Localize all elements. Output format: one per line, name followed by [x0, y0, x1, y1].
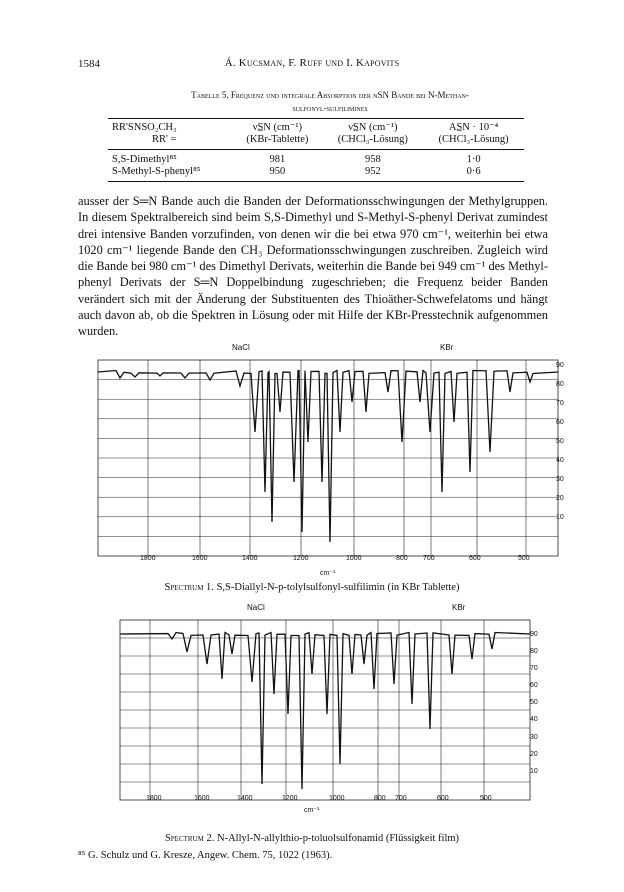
x-tick: 500	[480, 795, 492, 802]
row-a: 0·6	[423, 166, 524, 182]
y-tick: 40	[530, 716, 538, 723]
col1-head1: RR'SNSO₂CH₃	[108, 119, 232, 135]
col4-head2: (CHCl₃-Lösung)	[423, 134, 524, 150]
y-tick: 50	[556, 438, 564, 445]
y-tick: 50	[530, 699, 538, 706]
footnote-text: G. Schulz und G. Kresze, Angew. Chem. 75, 1022 (1963).	[87, 850, 333, 861]
col3-head1: νS̲N (cm⁻¹)	[322, 119, 423, 135]
row-name: S,S-Dimethyl⁸⁵	[112, 154, 177, 165]
x-tick: 800	[374, 795, 386, 802]
y-tick: 70	[530, 665, 538, 672]
spectrum2-plot	[112, 612, 582, 812]
x-tick: 1600	[194, 795, 210, 802]
y-tick: 20	[530, 751, 538, 758]
spectrum1-y-axis	[556, 362, 580, 552]
col2-head1: νS̲N (cm⁻¹)	[232, 119, 322, 135]
y-tick: 90	[530, 631, 538, 638]
x-tick: 1800	[146, 795, 162, 802]
spectrum1-caption-text: S,S-Diallyl-N-p-tolylsulfonyl-sulfilimin (in KBr Tablette)	[216, 582, 460, 593]
y-tick: 60	[556, 419, 564, 426]
y-tick: 30	[556, 476, 564, 483]
y-tick: 20	[556, 495, 564, 502]
x-tick: 600	[437, 795, 449, 802]
table-row	[108, 166, 524, 182]
table-caption	[110, 89, 550, 115]
x-tick: 800	[396, 555, 408, 562]
table-5	[108, 118, 524, 182]
x-tick: 1200	[282, 795, 298, 802]
x-tick: 1400	[242, 555, 258, 562]
spectrum2-y-axis	[530, 631, 554, 781]
x-tick: 1400	[237, 795, 253, 802]
spectrum1-nacl-label: NaCl	[232, 343, 250, 352]
x-tick: 1000	[346, 555, 362, 562]
x-tick: 1800	[140, 555, 156, 562]
spectrum2-x-unit: cm⁻¹	[304, 807, 320, 814]
spectrum1-x-unit: cm⁻¹	[320, 570, 336, 577]
footnote	[78, 850, 332, 861]
col3-head2: (CHCl₃-Lösung)	[322, 134, 423, 150]
body-paragraph	[78, 193, 548, 340]
spectrum1-kbr-label: KBr	[440, 343, 454, 352]
y-tick: 30	[530, 734, 538, 741]
x-tick: 600	[469, 555, 481, 562]
spectrum1-caption-prefix: Spectrum 1.	[164, 582, 214, 593]
row-kbr: 950	[232, 166, 322, 182]
spectrum2-caption-prefix: Spectrum 2.	[164, 833, 215, 844]
row-chcl3: 952	[322, 166, 423, 182]
page-number: 1584	[78, 58, 100, 70]
running-head: Á. Kucsman, F. Ruff und I. Kapovits	[224, 57, 400, 69]
spectrum1-plot	[90, 352, 580, 570]
col4-head1: AS̲N · 10⁻⁴	[423, 119, 524, 135]
spectrum2-caption	[0, 833, 624, 844]
col2-head2: (KBr-Tablette)	[232, 134, 322, 150]
spectrum2-kbr-label: KBr	[452, 603, 466, 612]
spectrum2-nacl-label: NaCl	[247, 603, 265, 612]
col1-head2: RR' =	[108, 134, 232, 150]
y-tick: 90	[556, 362, 564, 369]
y-tick: 40	[556, 457, 564, 464]
x-tick: 1200	[293, 555, 309, 562]
table-caption-line1: Tabelle 5. Frequenz und integrale Absorption der νSN Bande bei N-Methan-	[191, 90, 469, 100]
table-row	[108, 150, 524, 167]
spectrum1-caption	[0, 582, 624, 593]
y-tick: 70	[556, 400, 564, 407]
spectrum2-caption-text: N-Allyl-N-allylthio-p-toluolsulfonamid (Flüssigkeit film)	[216, 833, 460, 844]
table-caption-line2: sulfonyl-sulfilimines	[292, 103, 368, 113]
footnote-marker: ⁸⁵	[78, 850, 86, 861]
body-text: ausser der S═N Bande auch die Banden der Deformationsschwingungen der Methylgruppen. In diesem Spektralbereich sind beim S,S-Dimethyl und S-Methyl-S-phenyl Derivat zumindest drei intensive Banden vorzufinden, von denen wir die bei etwa 970 cm⁻¹, weiterhin bei etwa 1020 cm⁻¹ liegende Bande den CH₃ Deformationsschwingungen zuschreiben. Zugleich wird die Bande bei 980 cm⁻¹ des Dimethyl Derivats, weiterhin die Bande bei 949 cm⁻¹ des Methyl-phenyl Derivats der S═N Doppelbindung zugeschrieben; die Frequenz beider Banden verändert sich mit der Änderung der Substituenten des Thioäther-Schwefelatoms und hängt auch davon ab, ob die Spektren in Lösung oder mit Hilfe der KBr-Presstechnik aufgenommen wurden.	[78, 194, 548, 339]
x-tick: 700	[423, 555, 435, 562]
x-tick: 1000	[329, 795, 345, 802]
spectrum2-x-axis	[112, 795, 532, 805]
y-tick: 80	[556, 381, 564, 388]
spectrum1-x-axis	[90, 555, 560, 565]
row-chcl3: 958	[364, 154, 381, 165]
y-tick: 10	[530, 768, 538, 775]
row-name: S-Methyl-S-phenyl⁸⁵	[108, 166, 232, 182]
y-tick: 10	[556, 514, 564, 521]
row-kbr: 981	[269, 154, 286, 165]
x-tick: 700	[395, 795, 407, 802]
spectrum1-trace	[98, 371, 558, 542]
x-tick: 500	[518, 555, 530, 562]
y-tick: 80	[530, 648, 538, 655]
x-tick: 1600	[192, 555, 208, 562]
y-tick: 60	[530, 682, 538, 689]
row-a: 1·0	[466, 154, 481, 165]
